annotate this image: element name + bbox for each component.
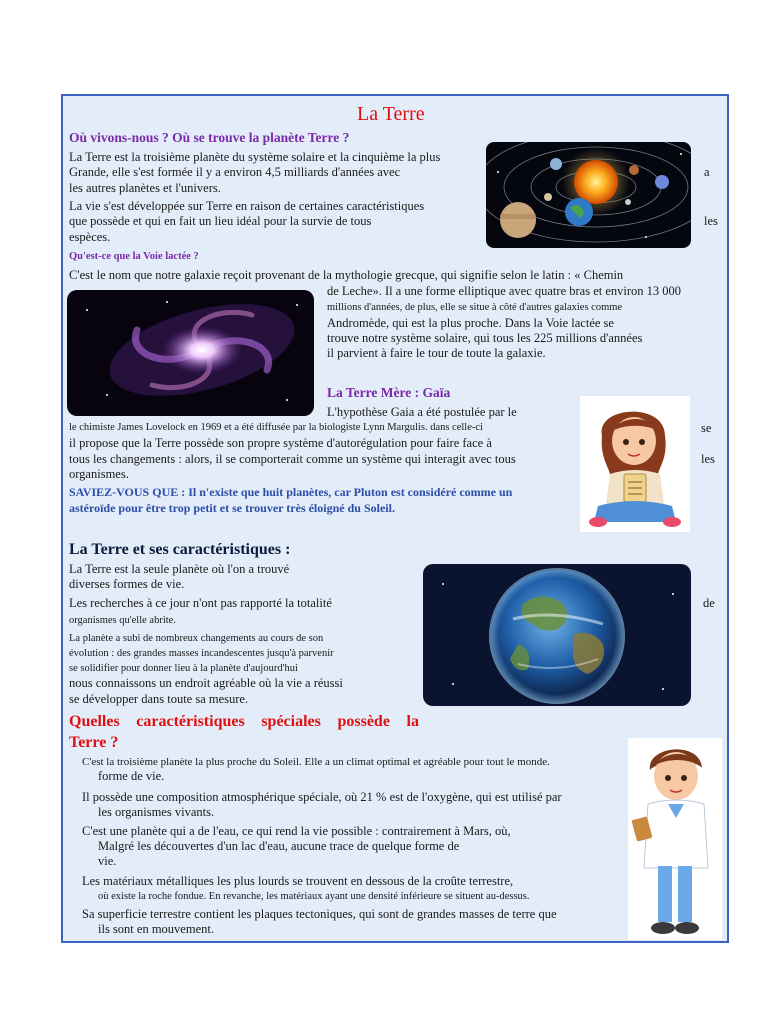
text-line: trouve notre système solaire, qui tous les 225 millions d'années [327, 331, 643, 345]
text-line: La planète a subi de nombreux changements au cours de son [69, 633, 324, 644]
text-line: les autres planètes et l'univers. [69, 181, 221, 195]
bullet-continuation: forme de vie. [98, 769, 165, 783]
saviez-line: astéroïde pour être trop petit et se trouver très éloigné du Soleil. [69, 501, 395, 515]
text-line: se solidifier pour donner lieu à la planète d'aujourd'hui [69, 663, 298, 674]
solar-system-image [486, 142, 691, 248]
bullet-item: C'est une planète qui a de l'eau, ce qui rend la vie possible : contrairement à Mars, où, [82, 824, 511, 838]
text-line: nous connaissons un endroit agréable où la vie a réussi [69, 676, 343, 690]
text-line: de Leche». Il a une forme elliptique avec quatre bras et environ 13 000 [327, 284, 682, 298]
heading-characteristics: La Terre et ses caractéristiques : [69, 541, 291, 558]
girl-illustration [580, 396, 690, 532]
text-word: a [704, 165, 710, 179]
bullet-item: Sa superficie terrestre contient les plaques tectoniques, qui sont de grandes masses de terre que [82, 907, 557, 921]
galaxy-image [67, 290, 314, 416]
bullet-continuation: vie. [98, 854, 117, 868]
bullet-continuation: où existe la roche fondue. En revanche, les matériaux ayant une densité inférieure se situent au-dessus. [98, 891, 530, 902]
boy-illustration [628, 738, 722, 940]
text-line: Grande, elle s'est formée il y a environ 4,5 milliards d'années avec [69, 165, 401, 179]
text-line: que possède et qui en fait un lieu idéal pour la survie de tous [69, 214, 372, 228]
text-line: L'hypothèse Gaia a été postulée par le [327, 405, 517, 419]
text-line: C'est le nom que notre galaxie reçoit provenant de la mythologie grecque, qui signifie selon le latin : « Chemin [69, 268, 624, 282]
text-line: organismes. [69, 467, 129, 481]
heading-where-we-live: Où vivons-nous ? Où se trouve la planète Terre ? [69, 130, 350, 145]
heading-gaia: La Terre Mère : Gaïa [327, 385, 451, 400]
text-word: de [703, 596, 715, 610]
text-line: Les recherches à ce jour n'ont pas rapporté la totalité [69, 596, 332, 610]
text-line: La vie s'est développée sur Terre en raison de certaines caractéristiques [69, 199, 425, 213]
bullet-continuation: ils sont en mouvement. [98, 922, 214, 936]
text-line: diverses formes de vie. [69, 577, 185, 591]
text-line: se développer dans toute sa mesure. [69, 692, 249, 706]
text-line: organismes qu'elle abrite. [69, 615, 176, 626]
heading-special-features: Quelles caractéristiques spéciales possède la [69, 713, 419, 730]
saviez-line: SAVIEZ-VOUS QUE : Il n'existe que huit planètes, car Pluton est considéré comme un [69, 485, 513, 499]
text-line: il parvient à faire le tour de toute la galaxie. [327, 346, 546, 360]
heading-special-features-cont: Terre ? [69, 734, 119, 751]
text-line: millions d'années, de plus, elle se situe à côté d'autres galaxies comme [327, 302, 623, 313]
bullet-continuation: les organismes vivants. [98, 805, 215, 819]
text-line: évolution : des grandes masses incandescentes jusqu'à parvenir [69, 648, 334, 659]
text-word: les [701, 452, 715, 466]
bullet-continuation: Malgré les découvertes d'un lac d'eau, aucune trace de quelque forme de [98, 839, 460, 853]
text-line: La Terre est la troisième planète du système solaire et la cinquième la plus [69, 150, 441, 164]
bullet-item: C'est la troisième planète la plus proche du Soleil. Elle a un climat optimal et agréable pour tout le monde. [82, 756, 550, 768]
text-line: il propose que la Terre possède son propre système d'autorégulation pour faire face à [69, 436, 492, 450]
text-line: le chimiste James Lovelock en 1969 et a été diffusée par la biologiste Lynn Margulis. dans celle-ci [69, 422, 483, 433]
text-line: espèces. [69, 230, 111, 244]
page-title: La Terre [357, 103, 425, 125]
text-word: les [704, 214, 718, 228]
bullet-item: Il possède une composition atmosphérique spéciale, où 21 % est de l'oxygène, qui est utilisé par [82, 790, 562, 804]
text-line: La Terre est la seule planète où l'on a trouvé [69, 562, 290, 576]
earth-image [423, 564, 691, 706]
heading-milky-way: Qu'est-ce que la Voie lactée ? [69, 251, 199, 262]
text-line: tous les changements : alors, il se comporterait comme un système qui interagit avec tous [69, 452, 516, 466]
text-word: se [701, 421, 712, 435]
text-line: Andromède, qui est la plus proche. Dans la Voie lactée se [327, 316, 614, 330]
bullet-item: Les matériaux métalliques les plus lourds se trouvent en dessous de la croûte terrestre, [82, 874, 514, 888]
